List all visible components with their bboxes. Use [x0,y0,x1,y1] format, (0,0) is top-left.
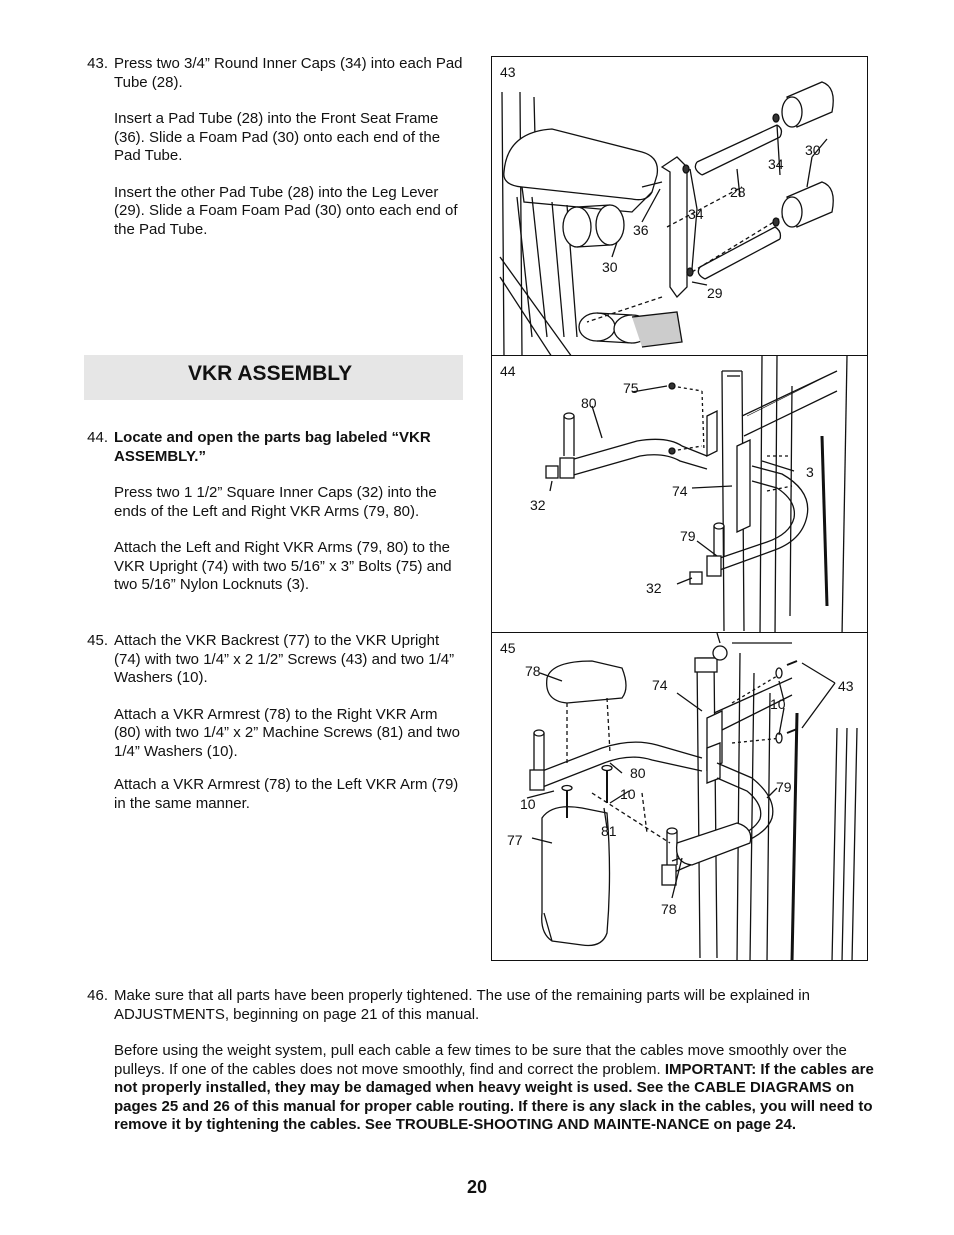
figure-45-drawing [492,633,868,961]
figure-45-label-74: 74 [652,677,668,693]
step-45-number: 45. [87,632,108,649]
page-number: 20 [466,1177,488,1197]
figure-43-label-30a: 30 [805,142,821,158]
figure-44 [491,355,868,635]
step-44-para-3: Attach the Left and Right VKR Arms (79, 80) to the VKR Upright (74) with two 5/16” x 3” Bolts (75) and two 5/16” Nylon Locknuts (3). [114,539,452,593]
step-46-para-2-normal: Before using the weight system, pull each cable a few times to be sure that the cables move smoothly over the pulleys. If one of the cables does not move smoothly, find and correct the problem. [114,1042,847,1078]
figure-44-label-3: 3 [806,464,814,480]
figure-45-number: 45 [500,640,516,656]
figure-43 [491,56,868,356]
step-44-para-2: Press two 1 1/2” Square Inner Caps (32) into the ends of the Left and Right VKR Arms (79, 80). [114,484,437,520]
step-43-number: 43. [87,55,108,72]
figure-44-label-74: 74 [672,483,688,499]
step-46-number: 46. [87,987,108,1004]
figure-45-label-10c: 10 [520,796,536,812]
figure-45-label-10a: 10 [770,696,786,712]
figure-43-number: 43 [500,64,516,80]
figure-45 [491,632,868,961]
step-43-para-3: Insert the other Pad Tube (28) into the Leg Lever (29). Slide a Foam Foam Pad (30) onto each end of the Pad Tube. [114,183,458,238]
figure-43-label-30b: 30 [602,259,618,275]
figure-45-label-80: 80 [630,765,646,781]
step-43-para-2: Insert a Pad Tube (28) into the Front Seat Frame (36). Slide a Foam Pad (30) onto each end of the Pad Tube. [114,110,441,164]
figure-43-label-28: 28 [730,184,746,200]
figure-44-label-32b: 32 [646,580,662,596]
figure-43-label-29: 29 [707,285,723,301]
figure-43-label-36: 36 [633,222,649,238]
step-46-para-2 [114,1042,874,1135]
figure-43-label-34a: 34 [768,156,784,172]
step-46-text [114,987,874,1153]
step-43-text [114,55,464,257]
figure-44-label-79: 79 [680,528,696,544]
figure-44-number: 44 [500,363,516,379]
section-title: VKR ASSEMBLY [188,362,353,385]
figure-43-drawing [492,57,868,356]
step-45-para-3: Attach a VKR Armrest (78) to the Left VKR Arm (79) in the same manner. [114,776,459,812]
figure-44-label-32a: 32 [530,497,546,513]
figure-45-label-10b: 10 [620,786,636,802]
step-45-para-2: Attach a VKR Armrest (78) to the Right VKR Arm (80) with two 1/4” x 2” Machine Screws (81) and two 1/4” Washers (10). [114,705,460,760]
figure-45-label-79: 79 [776,779,792,795]
step-46-para-1: Make sure that all parts have been properly tightened. The use of the remaining parts will be explained in ADJUSTMENTS, beginning on page 21 of this manual. [114,987,810,1023]
step-45-para-1: Attach the VKR Backrest (77) to the VKR Upright (74) with two 1/4” x 2 1/2” Screws (43) and two 1/4” Washers (10). [114,632,455,686]
step-46-para-2-important: IMPORTANT: If the cables are not properly installed, they may be damaged when heavy weight is used. See the CABLE DIAGRAMS on pages 25 and 26 of this manual for proper cable routing. If there is any slack in the cables, you will need to remove it by tightening the cables. See TROUBLE-SHOOTING AND MAINTE-NANCE on page 24. [114,1060,874,1133]
figure-44-label-80: 80 [581,395,597,411]
step-44-text [114,429,464,613]
figure-43-label-34b: 34 [688,206,704,222]
figure-44-label-75: 75 [623,380,639,396]
figure-45-label-78a: 78 [525,663,541,679]
figure-45-label-43: 43 [838,678,854,694]
section-header [84,355,463,400]
step-45-text [114,632,464,831]
figure-45-label-78b: 78 [661,901,677,917]
step-44-number: 44. [87,429,108,446]
figure-44-drawing [492,356,868,635]
figure-45-label-77: 77 [507,832,523,848]
figure-45-label-81: 81 [601,823,617,839]
step-44-para-1: Locate and open the parts bag labeled “VKR ASSEMBLY.” [114,429,431,465]
step-43-para-1: Press two 3/4” Round Inner Caps (34) into each Pad Tube (28). [114,55,463,91]
